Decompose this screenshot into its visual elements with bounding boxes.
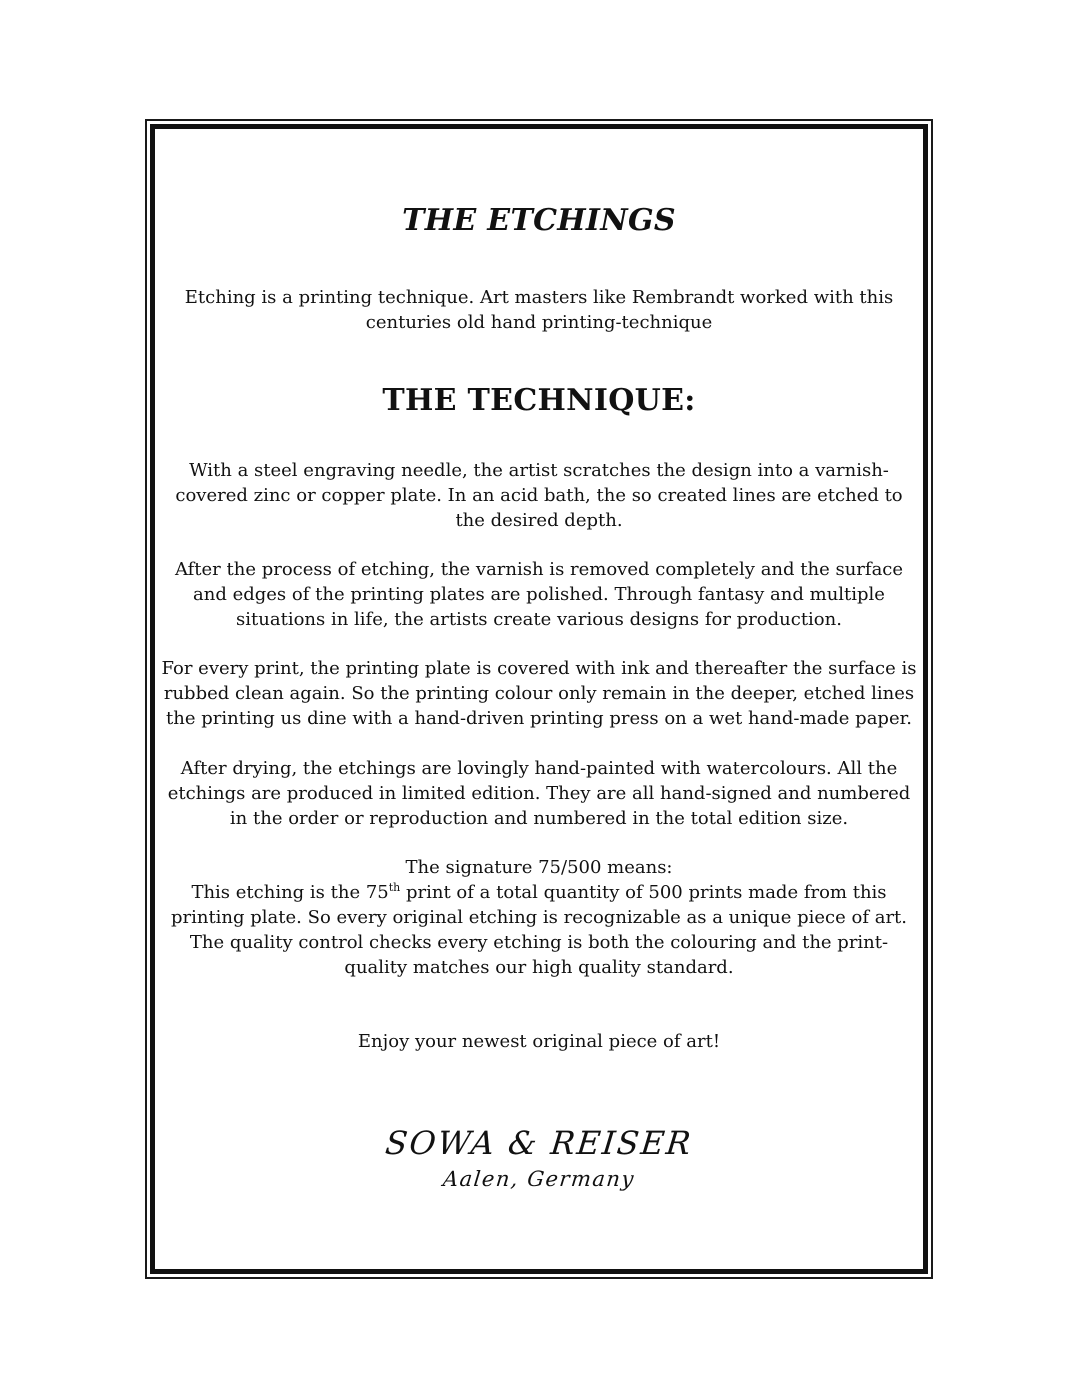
company-name: SOWA & REISER (383, 1124, 695, 1162)
heading-the-technique: THE TECHNIQUE: (382, 383, 696, 418)
paragraph-engraving: With a steel engraving needle, the artist scratches the design into a varnish-covered zinc or copper plate. In an acid bath, the so created lines are etched to the desired depth. (175, 460, 903, 531)
paragraph-printing: For every print, the printing plate is covered with ink and thereafter the surface is rubbed clean again. So the printing colour only remain in the deeper, etched lines the printing us dine with a hand-driven printing press on a wet hand-made paper. (161, 658, 917, 729)
company-location: Aalen, Germany (441, 1167, 637, 1191)
heading-the-etchings: THE ETCHINGS (402, 203, 676, 238)
signature-explanation (159, 855, 919, 980)
signature-detail-line (159, 880, 919, 930)
paragraph-polishing: After the process of etching, the varnish is removed completely and the surface and edges of the printing plates are polished. Through fantasy and multiple situations in life, the artists create various designs for production. (174, 559, 904, 630)
signature-detail-start: This etching is the 75 (191, 882, 389, 903)
intro-paragraph: Etching is a printing technique. Art masters like Rembrandt worked with this centuries old hand printing-technique (184, 287, 894, 333)
paragraph-painting: After drying, the etchings are lovingly hand-painted with watercolours. All the etchings are produced in limited edition. They are all hand-signed and numbered in the order or reproduction and numbered in the total edition size. (167, 758, 911, 829)
ordinal-suffix: th (388, 881, 401, 894)
signature-meaning-line: The signature 75/500 means: (405, 857, 673, 878)
closing-line: Enjoy your newest original piece of art! (357, 1031, 721, 1052)
signature-detail-end: print of a total quantity of 500 prints made from this printing plate. So every original etching is recognizable as a unique piece of art. (170, 882, 908, 928)
quality-control-line: The quality control checks every etching is both the colouring and the print-quality matches our high quality standard. (189, 932, 889, 978)
